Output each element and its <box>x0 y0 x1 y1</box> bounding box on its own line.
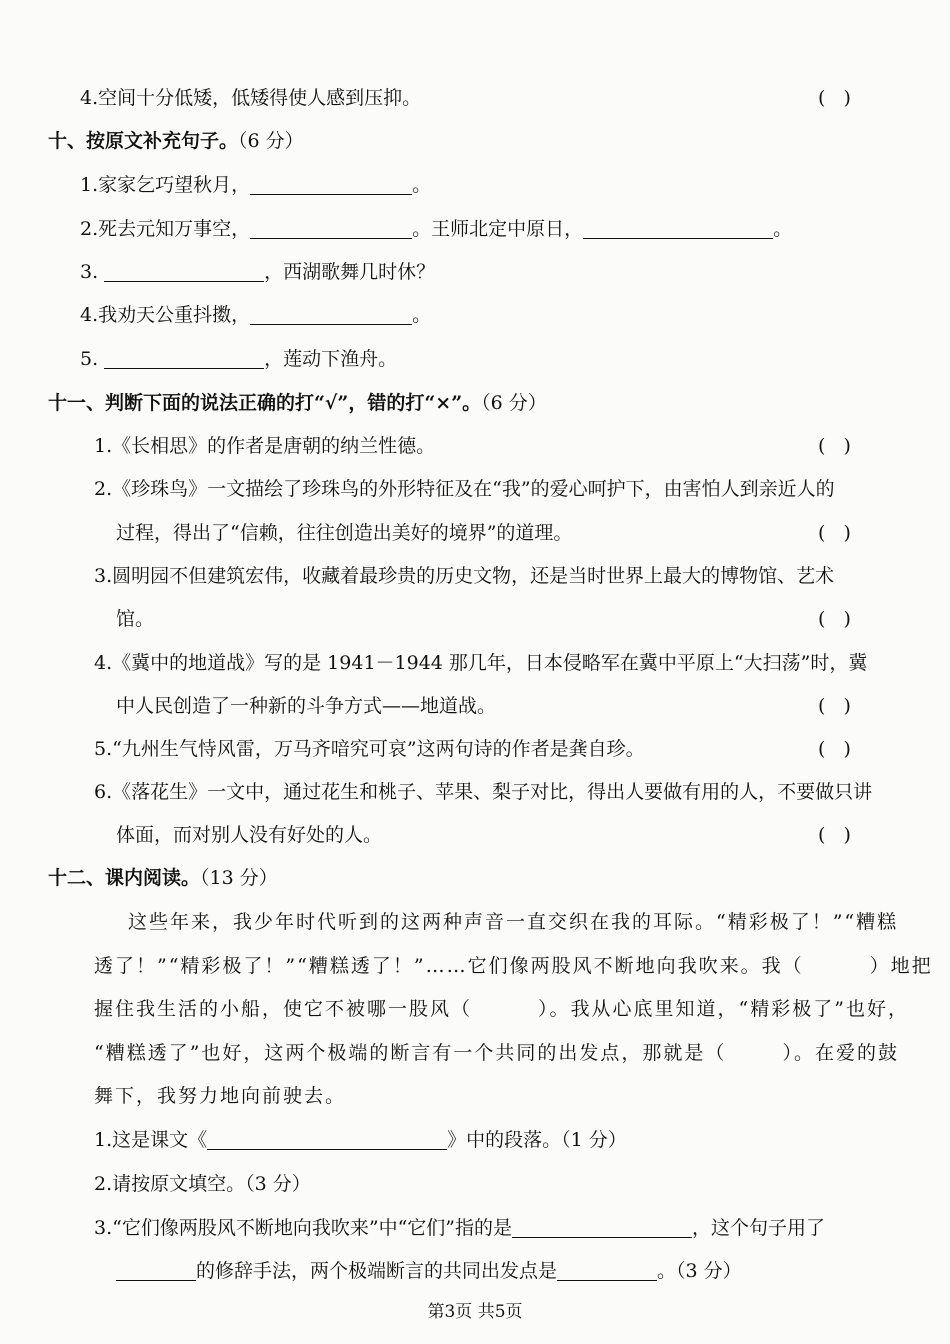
sec11-item-3: 3.圆明园不但建筑宏伟，收藏着最珍贵的历史文物，还是当时世界上最大的博物馆、艺术 <box>94 565 835 587</box>
sec11-item-2-cont: 过程，得出了“信赖，往往创造出美好的境界”的道理。 <box>116 522 573 544</box>
answer-paren[interactable]: ( ) <box>818 608 851 630</box>
q9-item-4: 4.空间十分低矮，低矮得使人感到压抑。 <box>80 87 422 109</box>
sec10-item-2: 2.死去元知万事空， 。王师北定中原日， 。 <box>80 218 793 240</box>
sec12-q3-cont: 的修辞手法，两个极端断言的共同出发点是 。（3 分） <box>116 1258 742 1284</box>
sec11-item-2: 2.《珍珠鸟》一文描绘了珍珠鸟的外形特征及在“我”的爱心呵护下，由害怕人到亲近人的 <box>94 478 835 500</box>
answer-paren[interactable]: ( ) <box>818 87 851 109</box>
fill-blank[interactable] <box>207 1129 447 1150</box>
fill-blank[interactable] <box>557 1260 657 1281</box>
answer-paren[interactable]: ( ) <box>818 435 851 457</box>
fill-blank[interactable] <box>116 1260 196 1281</box>
sec11-item-6-cont: 体面，而对别人没有好处的人。 <box>116 824 383 846</box>
sec10-item-4: 4.我劝天公重抖擞， 。 <box>80 304 432 326</box>
passage-line-3: 握住我生活的小船，使它不被哪一股风（ ）。我从心底里知道，“精彩极了”也好， <box>94 998 909 1020</box>
fill-blank[interactable] <box>250 174 412 195</box>
answer-paren[interactable]: ( ) <box>818 824 851 846</box>
passage-line-2: 透了！”“精彩极了！”“糟糕透了！”……它们像两股风不断地向我吹来。我（ ）地把 <box>94 955 933 977</box>
sec12-q1: 1.这是课文《 》中的段落。（1 分） <box>94 1129 627 1151</box>
fill-blank[interactable] <box>512 1217 692 1238</box>
fill-blank[interactable] <box>250 304 412 325</box>
sec10-item-5: 5. ，莲动下渔舟。 <box>80 348 398 370</box>
page-footer: 第3页 共5页 <box>427 1302 523 1322</box>
sec11-item-6: 6.《落花生》一文中，通过花生和桃子、苹果、梨子对比，得出人要做有用的人，不要做只讲 <box>94 781 873 803</box>
sec10-item-3: 3. ，西湖歌舞几时休？ <box>80 261 436 283</box>
passage-line-4: “糟糕透了”也好，这两个极端的断言有一个共同的出发点，那就是（ ）。在爱的鼓 <box>94 1042 899 1064</box>
fill-blank[interactable] <box>104 348 264 369</box>
sec11-item-5: 5.“九州生气恃风雷，万马齐喑究可哀”这两句诗的作者是龚自珍。 <box>94 738 645 760</box>
answer-paren[interactable]: ( ) <box>818 522 851 544</box>
sec11-item-4-cont: 中人民创造了一种新的斗争方式——地道战。 <box>116 695 497 717</box>
sec12-q2: 2.请按原文填空。（3 分） <box>94 1173 311 1195</box>
answer-paren[interactable]: ( ) <box>818 738 851 760</box>
sec11-item-1: 1.《长相思》的作者是唐朝的纳兰性德。 <box>94 435 436 457</box>
passage-line-5: 舞下，我努力地向前驶去。 <box>94 1085 347 1107</box>
fill-blank[interactable] <box>250 218 412 239</box>
passage-line-1: 这些年来，我少年时代听到的这两种声音一直交织在我的耳际。“精彩极了！”“糟糕 <box>128 911 899 933</box>
answer-paren[interactable]: ( ) <box>818 695 851 717</box>
section-11-title: 十一、判断下面的说法正确的打“√”，错的打“×”。（6 分） <box>48 392 547 414</box>
sec10-item-1: 1.家家乞巧望秋月， 。 <box>80 174 432 196</box>
sec11-item-4: 4.《冀中的地道战》写的是 1941－1944 那几年，日本侵略军在冀中平原上“大扫荡”时，冀 <box>94 652 868 674</box>
section-12-title: 十二、课内阅读。（13 分） <box>48 867 278 889</box>
fill-blank[interactable] <box>583 218 773 239</box>
fill-blank[interactable] <box>104 261 264 282</box>
section-10-title: 十、按原文补充句子。（6 分） <box>48 130 304 152</box>
sec11-item-3-cont: 馆。 <box>116 608 155 630</box>
sec12-q3: 3.“它们像两股风不断地向我吹来”中“它们”指的是 ，这个句子用了 <box>94 1217 826 1239</box>
